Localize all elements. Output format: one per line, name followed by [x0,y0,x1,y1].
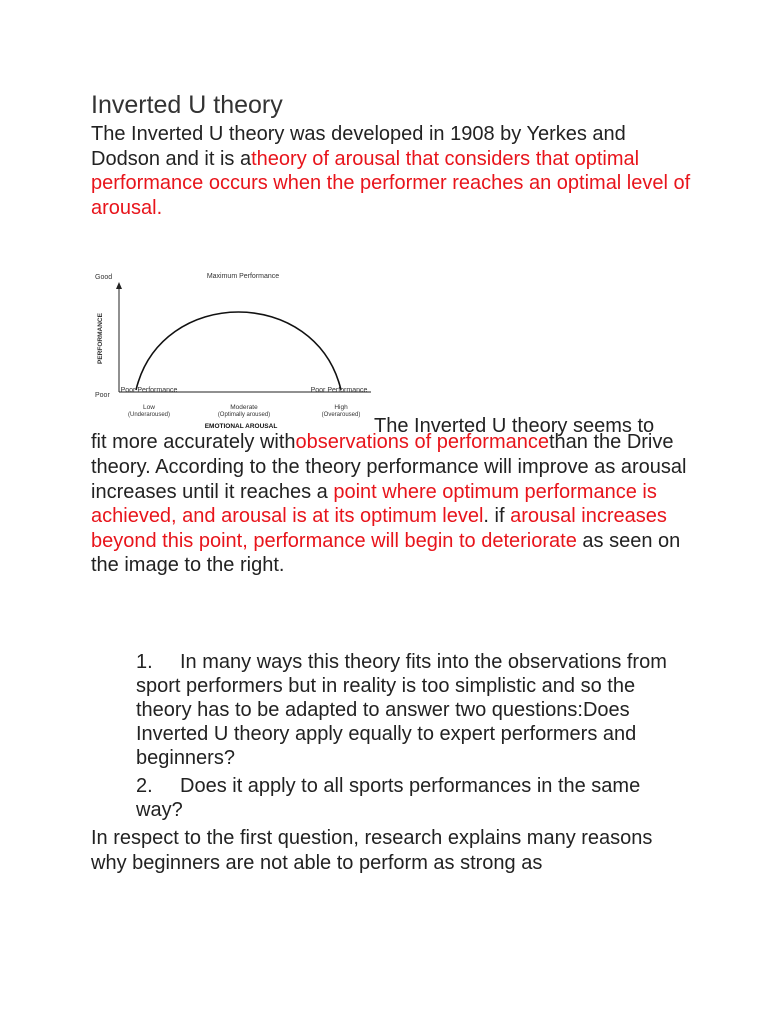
list-item-text: In many ways this theory fits into the observations from sport performers but in reality is too simplistic and so the theory has to be adapted to answer two questions:Does Inverted U theory apply equally to expert performers and beginners? [136,650,667,769]
x-label-mid: Moderate [230,404,258,412]
body-text-2: than the Drive theory. According to the theory performance will improve as arousal increases until it reaches a [91,431,687,503]
y-label-good: Good [95,274,113,282]
closing-paragraph: In respect to the first question, research explains many reasons why beginners are not able to perform as strong as [91,826,653,874]
x-axis-title: EMOTIONAL AROUSAL [204,423,278,431]
body-text-4: as seen on the image to the right. [91,529,681,577]
question-list [136,650,691,822]
list-item-number: 1. [136,650,153,673]
intro-text: The Inverted U theory was developed in 1908 by Yerkes and Dodson and it is a [91,123,626,170]
x-label-low-sub: (Underaroused) [127,412,171,419]
list-item [136,774,691,822]
body-highlight-1: observations of performance [295,431,549,454]
figure-adjacent-text: The Inverted U theory seems to [374,415,655,438]
peak-label: Maximum Performance [206,273,280,281]
body-paragraph [91,430,691,578]
intro-paragraph [91,122,691,220]
x-label-low: Low [143,404,155,412]
x-label-high: High [334,404,348,412]
y-axis-title: PERFORMANCE [97,313,104,365]
body-text-3: . if [483,505,511,528]
body-highlight-2: point where optimum performance is achieved, and arousal is at its optimum level [91,480,657,528]
right-end-label: Poor Performance [310,387,368,395]
left-end-label: Poor Performance [120,387,178,395]
list-item-number: 2. [136,774,153,797]
inverted-u-figure [91,266,691,438]
intro-highlight: theory of arousal that considers that optimal performance occurs when the performer reaches an optimal level of arousal. [91,147,691,219]
list-item [136,650,691,770]
document-page [91,88,691,875]
y-label-poor: Poor [95,392,110,400]
inverted-u-diagram [91,266,381,430]
x-label-high-sub: (Overaroused) [321,412,361,419]
body-highlight-3: arousal increases beyond this point, performance will begin to deteriorate [91,505,667,552]
x-label-mid-sub: (Optimally aroused) [217,412,271,419]
inverted-u-curve [136,312,341,390]
y-axis-arrow [116,282,122,289]
list-item-text: Does it apply to all sports performances in the same way? [136,774,641,821]
page-title: Inverted U theory [91,91,283,119]
body-text-1: fit more accurately with [91,431,296,454]
